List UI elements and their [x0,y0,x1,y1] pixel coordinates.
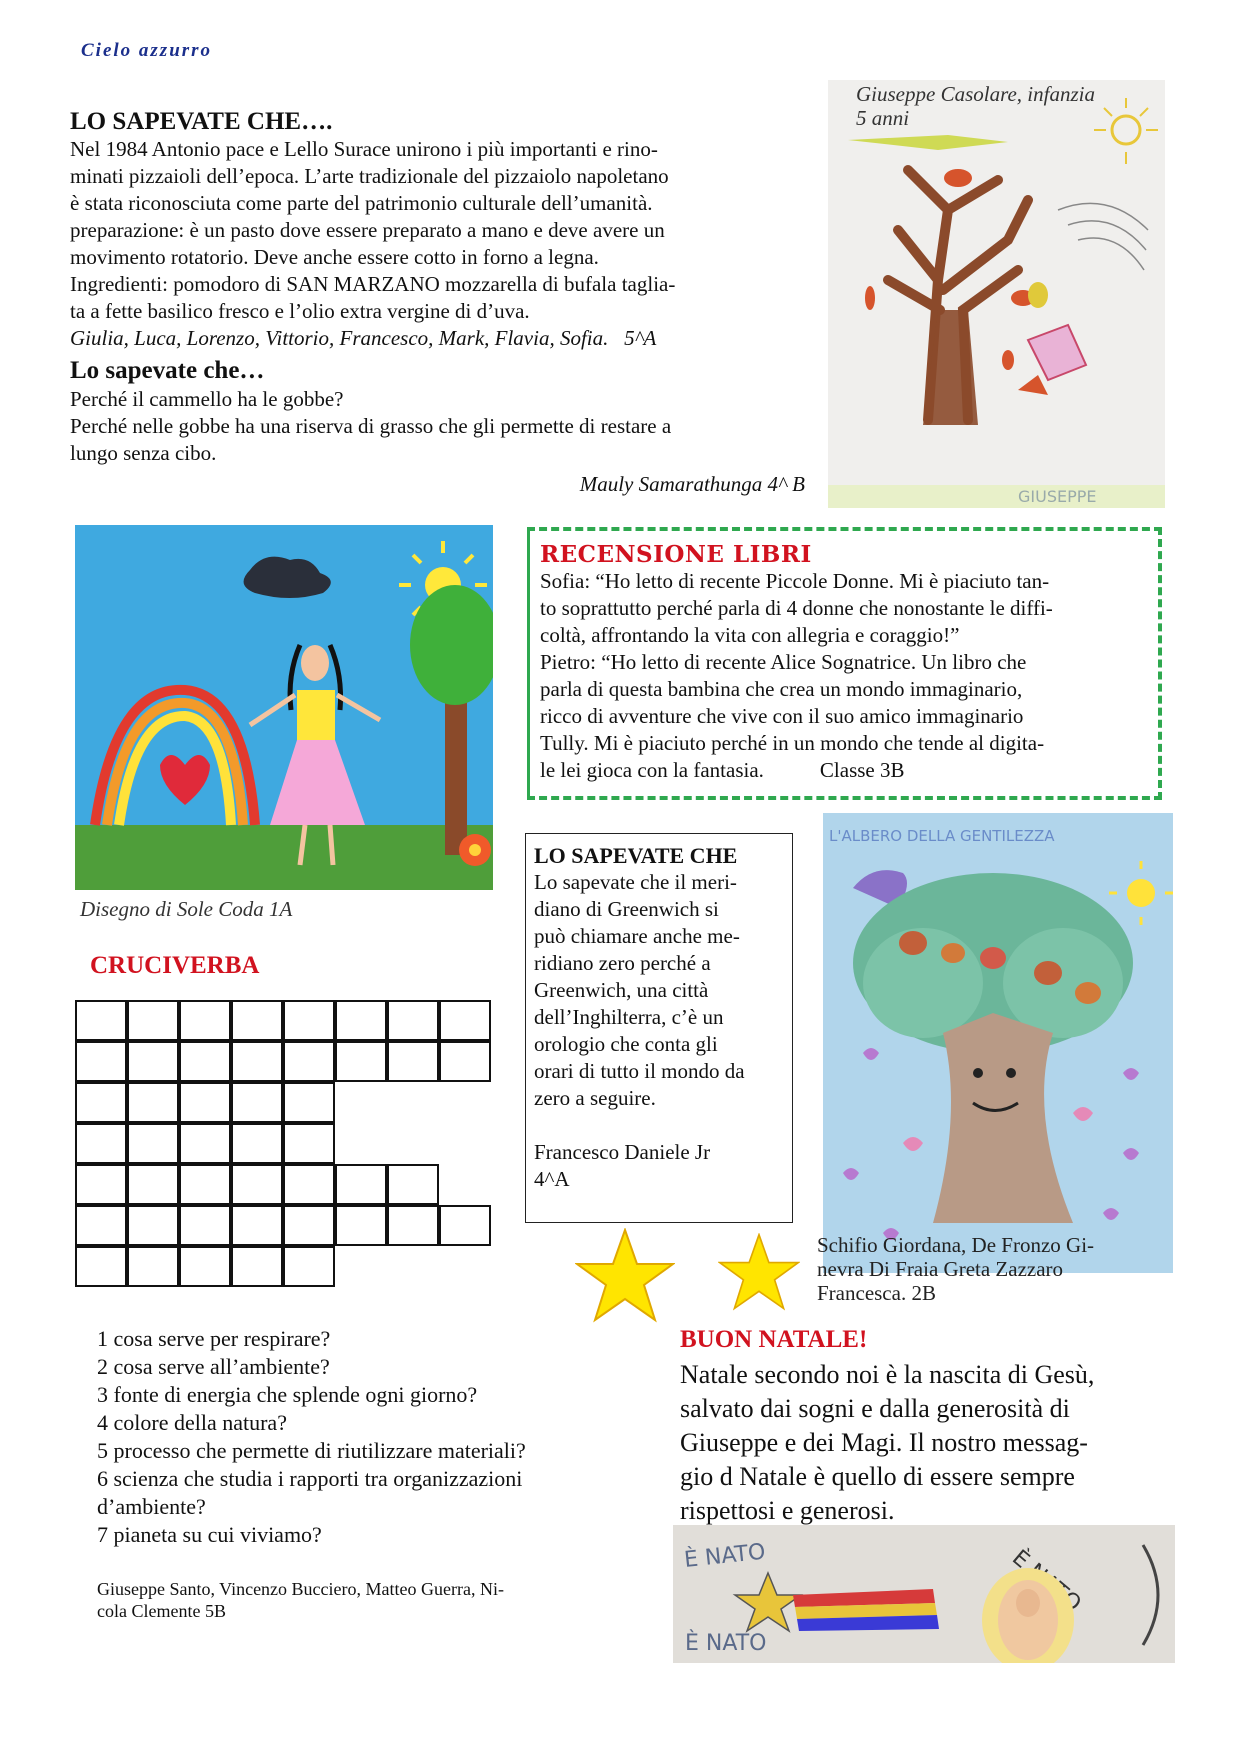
text-line: to soprattutto perché parla di 4 donne che nonostante le diffi- [540,596,1053,620]
article-camel-author: Mauly Samarathunga 4^ B [579,472,805,496]
crossword-cell[interactable] [179,1123,231,1164]
crossword-cell[interactable] [179,1082,231,1123]
crossword-cell[interactable] [231,1000,283,1041]
crossword-cell[interactable] [283,1082,335,1123]
crossword-cell[interactable] [283,1000,335,1041]
drawing-signature: GIUSEPPE [1018,487,1097,506]
text-line: Perché il cammello ha le gobbe? [70,387,344,411]
text-line: salvato dai sogni e dalla generosità di [680,1394,1070,1423]
book-review-box [527,527,1162,800]
crossword-title: CRUCIVERBA [90,952,260,979]
photo-text: È [1007,1545,1034,1574]
review-class: Classe 3B [819,758,905,782]
nativity-photo-image [673,1525,1175,1663]
crossword-cell[interactable] [75,1205,127,1246]
article-camel-body [70,386,815,467]
crossword-cell[interactable] [335,1205,387,1246]
crossword-cell[interactable] [179,1000,231,1041]
crossword-cell[interactable] [283,1205,335,1246]
text-line: minati pizzaioli dell’epoca. L’arte tradizionale del pizzaiolo napoletano [70,164,669,188]
text-line: Natale secondo noi è la nascita di Gesù, [680,1360,1095,1389]
text-line: dell’Inghilterra, c’è un [534,1005,724,1029]
crossword-cell[interactable] [231,1082,283,1123]
text-line: può chiamare anche me- [534,924,740,948]
text-line: preparazione: è un pasto dove essere preparato a mano e deve avere un [70,218,665,242]
text-line-end: le lei gioca con la fantasia. [540,758,764,782]
text-line: è stata riconosciuta come parte del patrimonio culturale dell’umanità. [70,191,653,215]
crossword-cell[interactable] [283,1246,335,1287]
crossword-cell[interactable] [127,1082,179,1123]
page-header-title: Cielo azzurro [81,40,213,61]
text-line: rispettosi e generosi. [680,1496,895,1525]
christmas-text [680,1358,1180,1528]
crossword-cell[interactable] [231,1246,283,1287]
crossword-cell[interactable] [179,1164,231,1205]
crossword-cell[interactable] [127,1246,179,1287]
text-line: orari di tutto il mondo da [534,1059,745,1083]
crossword-cell[interactable] [75,1082,127,1123]
greenwich-box [525,833,793,1223]
caption-line: 5 anni [856,106,910,130]
nativity-photo [673,1525,1175,1663]
text-line: orologio che conta gli [534,1032,718,1056]
clue-item: 1 cosa serve per respirare? [97,1326,331,1351]
kindness-tree-image [823,813,1173,1273]
clue-item: 7 pianeta su cui viviamo? [97,1522,322,1547]
article-pizza-authors [70,325,805,352]
text-line: Lo sapevate che il meri- [534,870,737,894]
drawing-autumn-tree [828,80,1165,508]
drawing-tree-caption [856,82,1156,130]
greenwich-author: Francesco Daniele Jr [534,1140,711,1164]
crossword-cell[interactable] [231,1164,283,1205]
crossword-cell[interactable] [387,1164,439,1205]
crossword-cell[interactable] [387,1205,439,1246]
rainbow-drawing-image [75,525,493,890]
autumn-tree-image [828,80,1165,508]
text-line: coltà, affrontando la vita con allegria e coraggio!” [540,623,960,647]
crossword-cell[interactable] [387,1000,439,1041]
kindness-label: L'ALBERO DELLA GENTILEZZA [829,827,1055,845]
text-line: Nel 1984 Antonio pace e Lello Surace unirono i più importanti e rino- [70,137,658,161]
crossword-cell[interactable] [127,1000,179,1041]
caption-line: Francesca. 2B [817,1281,936,1305]
text-line: diano di Greenwich si [534,897,719,921]
crossword-cell[interactable] [283,1164,335,1205]
text-line: Sofia: “Ho letto di recente Piccole Donne. Mi è piaciuto tan- [540,569,1050,593]
crossword-cell[interactable] [439,1205,491,1246]
clue-item: 2 cosa serve all’ambiente? [97,1354,330,1379]
class-label: 5^A [624,326,657,350]
clue-item: 5 processo che permette di riutilizzare materiali? [97,1438,526,1463]
caption-line: Giuseppe Casolare, infanzia [856,82,1095,106]
crossword-cell[interactable] [75,1246,127,1287]
text-line: zero a seguire. [534,1086,656,1110]
crossword-cell[interactable] [231,1205,283,1246]
drawing-sole [75,525,493,890]
star-icon [718,1233,800,1311]
crossword-cell[interactable] [179,1205,231,1246]
clue-item: d’ambiente? [97,1494,206,1519]
drawing-kindness-tree [823,813,1173,1273]
crossword-cell[interactable] [127,1205,179,1246]
crossword-cell[interactable] [75,1000,127,1041]
text-line: Ingredienti: pomodoro di SAN MARZANO mozzarella di bufala taglia- [70,272,676,296]
article-camel-title: Lo sapevate che… [70,357,265,384]
drawing-kindness-caption [817,1233,1157,1305]
crossword-cell[interactable] [127,1123,179,1164]
clue-item: 3 fonte di energia che splende ogni giorno? [97,1382,478,1407]
clue-item: 4 colore della natura? [97,1410,287,1435]
article-pizza-title: LO SAPEVATE CHE…. [70,108,333,135]
authors-line: Giuseppe Santo, Vincenzo Bucciero, Matteo Guerra, Ni- [97,1579,504,1599]
photo-text: È NATO [683,1539,767,1573]
crossword-cell[interactable] [127,1041,179,1082]
greenwich-class: 4^A [534,1167,570,1191]
text-line: ridiano zero perché a [534,951,711,975]
greenwich-title: LO SAPEVATE CHE [534,843,738,868]
authors-line: cola Clemente 5B [97,1601,226,1621]
review-title: RECENSIONE LIBRI [540,541,812,568]
star-icon [575,1228,675,1323]
caption-line: nevra Di Fraia Greta Zazzaro [817,1257,1064,1281]
text-line: Giuseppe e dei Magi. Il nostro messag- [680,1428,1088,1457]
text-line: Perché nelle gobbe ha una riserva di grasso che gli permette di restare a [70,414,672,438]
text-line: gio d Natale è quello di essere sempre [680,1462,1075,1491]
crossword-cell[interactable] [335,1041,387,1082]
crossword-cell[interactable] [387,1041,439,1082]
text-line: Pietro: “Ho letto di recente Alice Sognatrice. Un libro che [540,650,1027,674]
photo-text: È NATO [685,1631,767,1656]
authors-text: Giulia, Luca, Lorenzo, Vittorio, Francesco, Mark, Flavia, Sofia. [70,326,609,350]
crossword-cell[interactable] [335,1164,387,1205]
text-line: parla di questa bambina che crea un mondo immaginario, [540,677,1023,701]
text-line: Tully. Mi è piaciuto perché in un mondo che tende al digita- [540,731,1045,755]
article-pizza-body [70,136,805,352]
crossword-cell[interactable] [179,1246,231,1287]
review-body [540,568,1146,784]
text-line: ricco di avventure che vive con il suo amico immaginario [540,704,1024,728]
crossword-cell[interactable] [75,1041,127,1082]
crossword-cell[interactable] [283,1041,335,1082]
article-pizza [70,108,805,352]
text-line: Greenwich, una città [534,978,709,1002]
drawing-sole-caption: Disegno di Sole Coda 1A [80,897,293,921]
crossword-clues [97,1325,642,1549]
crossword-cell[interactable] [439,1041,491,1082]
crossword-cell[interactable] [231,1041,283,1082]
christmas-title: BUON NATALE! [680,1326,868,1353]
text-line: movimento rotatorio. Deve anche essere cotto in forno a legna. [70,245,599,269]
crossword-cell[interactable] [75,1164,127,1205]
crossword-cell[interactable] [335,1000,387,1041]
clue-item: 6 scienza che studia i rapporti tra organizzazioni [97,1466,523,1491]
crossword-cell[interactable] [283,1123,335,1164]
crossword-cell[interactable] [439,1000,491,1041]
text-line: ta a fette basilico fresco e l’olio extra vergine di d’uva. [70,299,530,323]
crossword-authors [97,1578,637,1622]
caption-line: Schifio Giordana, De Fronzo Gi- [817,1233,1095,1257]
article-camel [70,356,815,498]
crossword-cell[interactable] [231,1123,283,1164]
crossword-cell[interactable] [127,1164,179,1205]
text-line: lungo senza cibo. [70,441,217,465]
text-line [540,757,1146,784]
crossword-cell[interactable] [75,1123,127,1164]
crossword-cell[interactable] [179,1041,231,1082]
